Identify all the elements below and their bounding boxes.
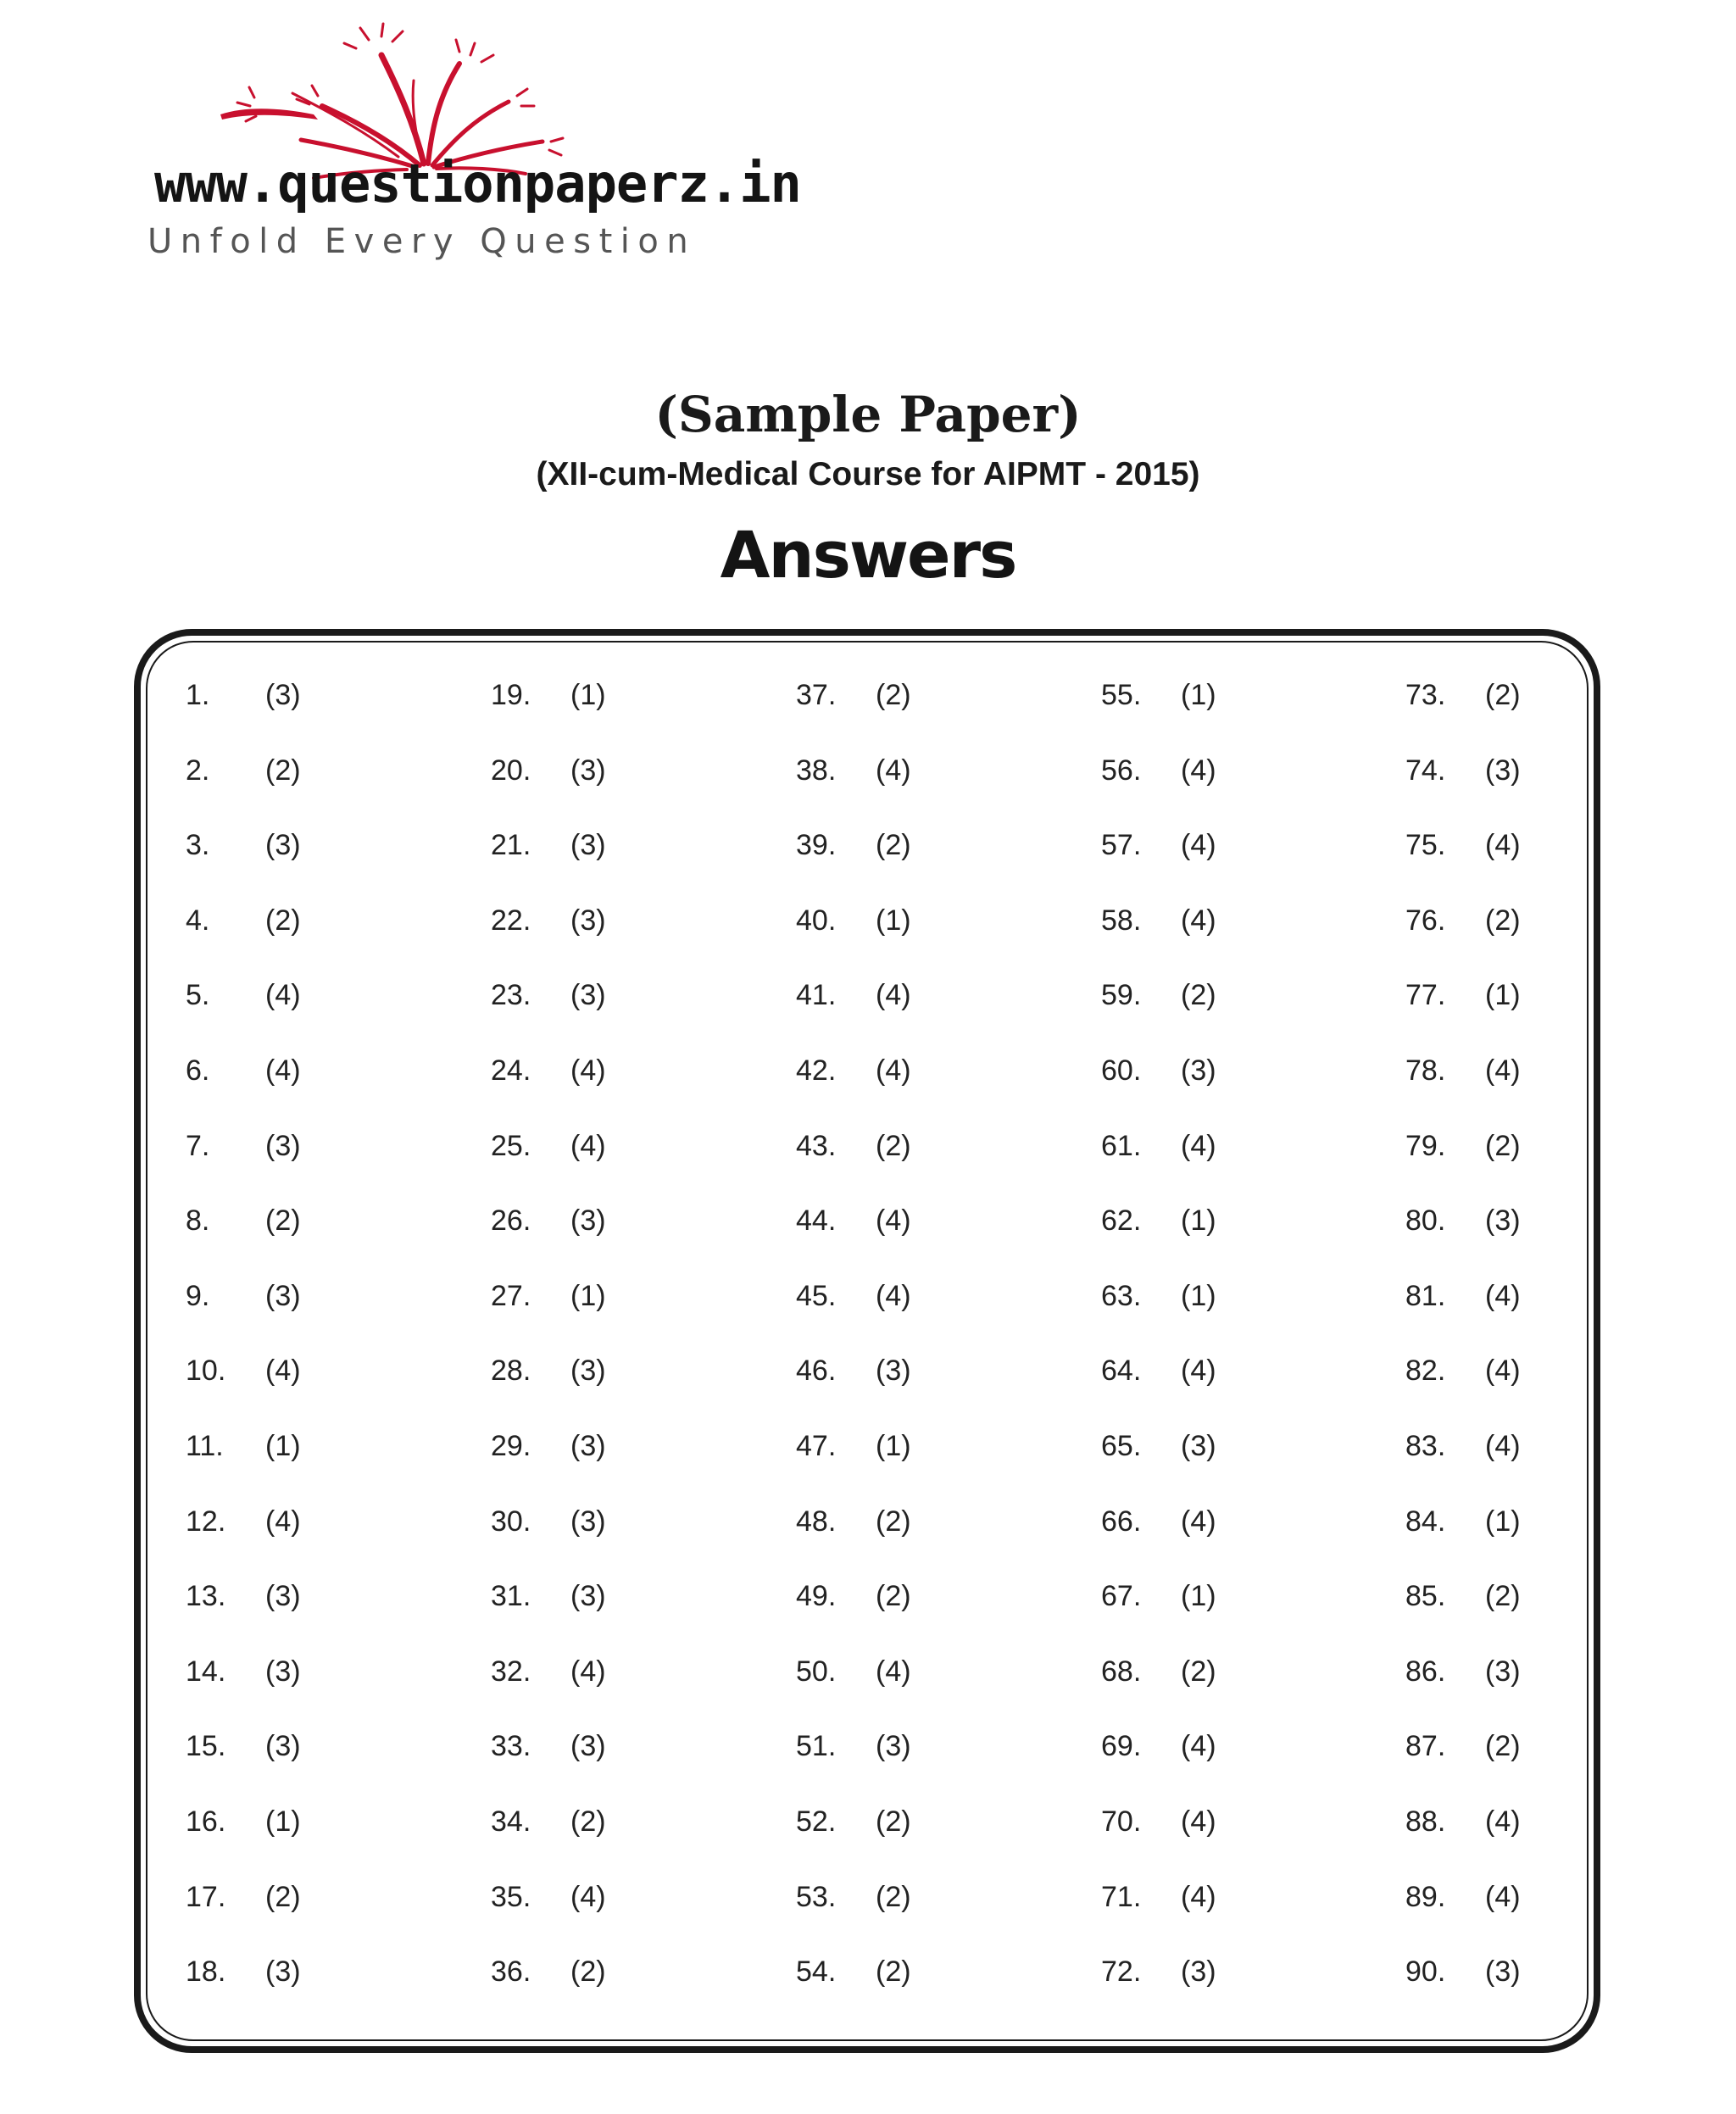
answer-option: (2) — [1181, 979, 1216, 1011]
answer-option: (3) — [265, 1955, 301, 1988]
answer-option: (3) — [265, 829, 301, 861]
question-number: 2. — [186, 754, 210, 787]
answer-option: (3) — [570, 904, 606, 937]
answer-option: (3) — [1181, 1955, 1216, 1988]
answer-option: (3) — [1181, 1430, 1216, 1462]
answer-option: (3) — [265, 1655, 301, 1688]
question-number: 7. — [186, 1130, 210, 1162]
answer-option: (2) — [876, 679, 911, 711]
question-number: 17. — [186, 1881, 226, 1913]
question-number: 55. — [1101, 679, 1142, 711]
question-number: 15. — [186, 1730, 226, 1762]
answer-option: (3) — [570, 754, 606, 787]
logo-tagline: Unfold Every Question — [147, 222, 697, 261]
answer-option: (2) — [876, 829, 911, 861]
question-number: 6. — [186, 1054, 210, 1087]
page-subtitle: (XII-cum-Medical Course for AIPMT - 2015) — [536, 456, 1200, 492]
page-title: (Sample Paper) — [654, 386, 1082, 443]
answer-option: (3) — [570, 1730, 606, 1762]
answer-option: (1) — [570, 1280, 606, 1312]
question-number: 65. — [1101, 1430, 1142, 1462]
question-number: 83. — [1405, 1430, 1446, 1462]
answer-option: (1) — [1485, 1505, 1521, 1538]
answer-option: (4) — [570, 1881, 606, 1913]
question-number: 51. — [796, 1730, 837, 1762]
question-number: 58. — [1101, 904, 1142, 937]
answer-option: (3) — [265, 679, 301, 711]
answer-option: (2) — [570, 1805, 606, 1838]
question-number: 90. — [1405, 1955, 1446, 1988]
answer-option: (4) — [1181, 1355, 1216, 1387]
answer-option: (2) — [1181, 1655, 1216, 1688]
question-number: 89. — [1405, 1881, 1446, 1913]
answer-option: (2) — [570, 1955, 606, 1988]
question-number: 76. — [1405, 904, 1446, 937]
answer-option: (1) — [1485, 979, 1521, 1011]
answer-option: (2) — [1485, 904, 1521, 937]
question-number: 75. — [1405, 829, 1446, 861]
question-number: 48. — [796, 1505, 837, 1538]
question-number: 9. — [186, 1280, 210, 1312]
answer-option: (3) — [570, 1505, 606, 1538]
question-number: 25. — [491, 1130, 531, 1162]
question-number: 50. — [796, 1655, 837, 1688]
answer-option: (1) — [1181, 679, 1216, 711]
answer-option: (4) — [876, 1280, 911, 1312]
question-number: 70. — [1101, 1805, 1142, 1838]
question-number: 52. — [796, 1805, 837, 1838]
question-number: 82. — [1405, 1355, 1446, 1387]
question-number: 16. — [186, 1805, 226, 1838]
question-number: 29. — [491, 1430, 531, 1462]
question-number: 39. — [796, 829, 837, 861]
question-number: 45. — [796, 1280, 837, 1312]
question-number: 57. — [1101, 829, 1142, 861]
question-number: 23. — [491, 979, 531, 1011]
question-number: 66. — [1101, 1505, 1142, 1538]
answer-option: (3) — [570, 1204, 606, 1237]
answer-option: (2) — [1485, 1130, 1521, 1162]
answer-option: (4) — [1485, 1805, 1521, 1838]
question-number: 63. — [1101, 1280, 1142, 1312]
answer-option: (4) — [876, 1054, 911, 1087]
answer-option: (2) — [265, 754, 301, 787]
answer-option: (4) — [876, 1655, 911, 1688]
answer-option: (4) — [876, 979, 911, 1011]
question-number: 47. — [796, 1430, 837, 1462]
question-number: 79. — [1405, 1130, 1446, 1162]
answer-option: (2) — [876, 1881, 911, 1913]
question-number: 68. — [1101, 1655, 1142, 1688]
answer-option: (2) — [1485, 679, 1521, 711]
answer-option: (3) — [1485, 1955, 1521, 1988]
answer-option: (2) — [1485, 1580, 1521, 1612]
answer-option: (1) — [265, 1805, 301, 1838]
question-number: 72. — [1101, 1955, 1142, 1988]
answer-option: (4) — [1181, 1505, 1216, 1538]
question-number: 30. — [491, 1505, 531, 1538]
question-number: 60. — [1101, 1054, 1142, 1087]
question-number: 36. — [491, 1955, 531, 1988]
answer-option: (2) — [876, 1955, 911, 1988]
answer-option: (2) — [876, 1505, 911, 1538]
answer-option: (4) — [1485, 1280, 1521, 1312]
question-number: 40. — [796, 904, 837, 937]
question-number: 86. — [1405, 1655, 1446, 1688]
question-number: 74. — [1405, 754, 1446, 787]
answer-option: (2) — [1485, 1730, 1521, 1762]
question-number: 32. — [491, 1655, 531, 1688]
answer-option: (1) — [876, 1430, 911, 1462]
answer-option: (2) — [876, 1130, 911, 1162]
answer-option: (4) — [1485, 1355, 1521, 1387]
question-number: 19. — [491, 679, 531, 711]
logo-site-name[interactable]: www.questionpaperz.in — [154, 153, 801, 214]
question-number: 85. — [1405, 1580, 1446, 1612]
answer-option: (3) — [570, 979, 606, 1011]
question-number: 69. — [1101, 1730, 1142, 1762]
question-number: 37. — [796, 679, 837, 711]
question-number: 4. — [186, 904, 210, 937]
question-number: 21. — [491, 829, 531, 861]
question-number: 24. — [491, 1054, 531, 1087]
question-number: 42. — [796, 1054, 837, 1087]
answer-option: (3) — [265, 1280, 301, 1312]
question-number: 77. — [1405, 979, 1446, 1011]
answer-option: (3) — [570, 1430, 606, 1462]
answer-option: (3) — [570, 829, 606, 861]
question-number: 46. — [796, 1355, 837, 1387]
question-number: 13. — [186, 1580, 226, 1612]
answer-option: (2) — [265, 1881, 301, 1913]
question-number: 78. — [1405, 1054, 1446, 1087]
question-number: 11. — [186, 1430, 224, 1462]
question-number: 18. — [186, 1955, 226, 1988]
answer-option: (3) — [265, 1730, 301, 1762]
question-number: 26. — [491, 1204, 531, 1237]
answer-option: (3) — [1485, 754, 1521, 787]
answer-option: (3) — [265, 1130, 301, 1162]
answer-option: (2) — [265, 904, 301, 937]
answer-option: (2) — [265, 1204, 301, 1237]
answer-option: (4) — [876, 754, 911, 787]
answer-option: (1) — [265, 1430, 301, 1462]
question-number: 64. — [1101, 1355, 1142, 1387]
question-number: 59. — [1101, 979, 1142, 1011]
question-number: 8. — [186, 1204, 210, 1237]
answer-option: (4) — [1181, 1881, 1216, 1913]
question-number: 80. — [1405, 1204, 1446, 1237]
answer-option: (1) — [876, 904, 911, 937]
question-number: 41. — [796, 979, 837, 1011]
question-number: 71. — [1101, 1881, 1142, 1913]
question-number: 14. — [186, 1655, 226, 1688]
question-number: 3. — [186, 829, 210, 861]
question-number: 53. — [796, 1881, 837, 1913]
question-number: 20. — [491, 754, 531, 787]
answer-option: (4) — [1485, 1430, 1521, 1462]
answer-option: (4) — [265, 1054, 301, 1087]
question-number: 38. — [796, 754, 837, 787]
question-number: 5. — [186, 979, 210, 1011]
answer-option: (4) — [1181, 754, 1216, 787]
question-number: 73. — [1405, 679, 1446, 711]
answer-option: (3) — [570, 1580, 606, 1612]
question-number: 31. — [491, 1580, 531, 1612]
question-number: 67. — [1101, 1580, 1142, 1612]
answer-option: (4) — [1485, 1054, 1521, 1087]
question-number: 1. — [186, 679, 210, 711]
answer-option: (1) — [570, 679, 606, 711]
question-number: 56. — [1101, 754, 1142, 787]
answer-option: (4) — [1485, 829, 1521, 861]
answer-option: (4) — [1485, 1881, 1521, 1913]
question-number: 49. — [796, 1580, 837, 1612]
question-number: 27. — [491, 1280, 531, 1312]
question-number: 61. — [1101, 1130, 1142, 1162]
question-number: 62. — [1101, 1204, 1142, 1237]
answer-option: (4) — [1181, 1805, 1216, 1838]
question-number: 34. — [491, 1805, 531, 1838]
answer-option: (4) — [265, 1355, 301, 1387]
question-number: 84. — [1405, 1505, 1446, 1538]
answer-option: (3) — [570, 1355, 606, 1387]
question-number: 43. — [796, 1130, 837, 1162]
answer-option: (4) — [1181, 904, 1216, 937]
answer-option: (4) — [1181, 829, 1216, 861]
answer-option: (4) — [570, 1054, 606, 1087]
question-number: 81. — [1405, 1280, 1446, 1312]
question-number: 54. — [796, 1955, 837, 1988]
answers-heading: Answers — [720, 517, 1016, 592]
question-number: 87. — [1405, 1730, 1446, 1762]
answer-option: (3) — [1485, 1655, 1521, 1688]
question-number: 10. — [186, 1355, 226, 1387]
answer-option: (2) — [876, 1580, 911, 1612]
answer-option: (3) — [265, 1580, 301, 1612]
question-number: 35. — [491, 1881, 531, 1913]
answer-option: (4) — [265, 1505, 301, 1538]
question-number: 12. — [186, 1505, 226, 1538]
answer-option: (4) — [570, 1130, 606, 1162]
answer-option: (1) — [1181, 1204, 1216, 1237]
question-number: 44. — [796, 1204, 837, 1237]
question-number: 28. — [491, 1355, 531, 1387]
answer-option: (3) — [1485, 1204, 1521, 1237]
answer-option: (1) — [1181, 1580, 1216, 1612]
answer-option: (1) — [1181, 1280, 1216, 1312]
answer-option: (4) — [1181, 1730, 1216, 1762]
answer-option: (3) — [876, 1355, 911, 1387]
answer-option: (4) — [1181, 1130, 1216, 1162]
answer-option: (4) — [265, 979, 301, 1011]
answer-option: (2) — [876, 1805, 911, 1838]
answer-option: (3) — [876, 1730, 911, 1762]
answer-option: (3) — [1181, 1054, 1216, 1087]
question-number: 88. — [1405, 1805, 1446, 1838]
answer-option: (4) — [876, 1204, 911, 1237]
answer-option: (4) — [570, 1655, 606, 1688]
question-number: 22. — [491, 904, 531, 937]
question-number: 33. — [491, 1730, 531, 1762]
